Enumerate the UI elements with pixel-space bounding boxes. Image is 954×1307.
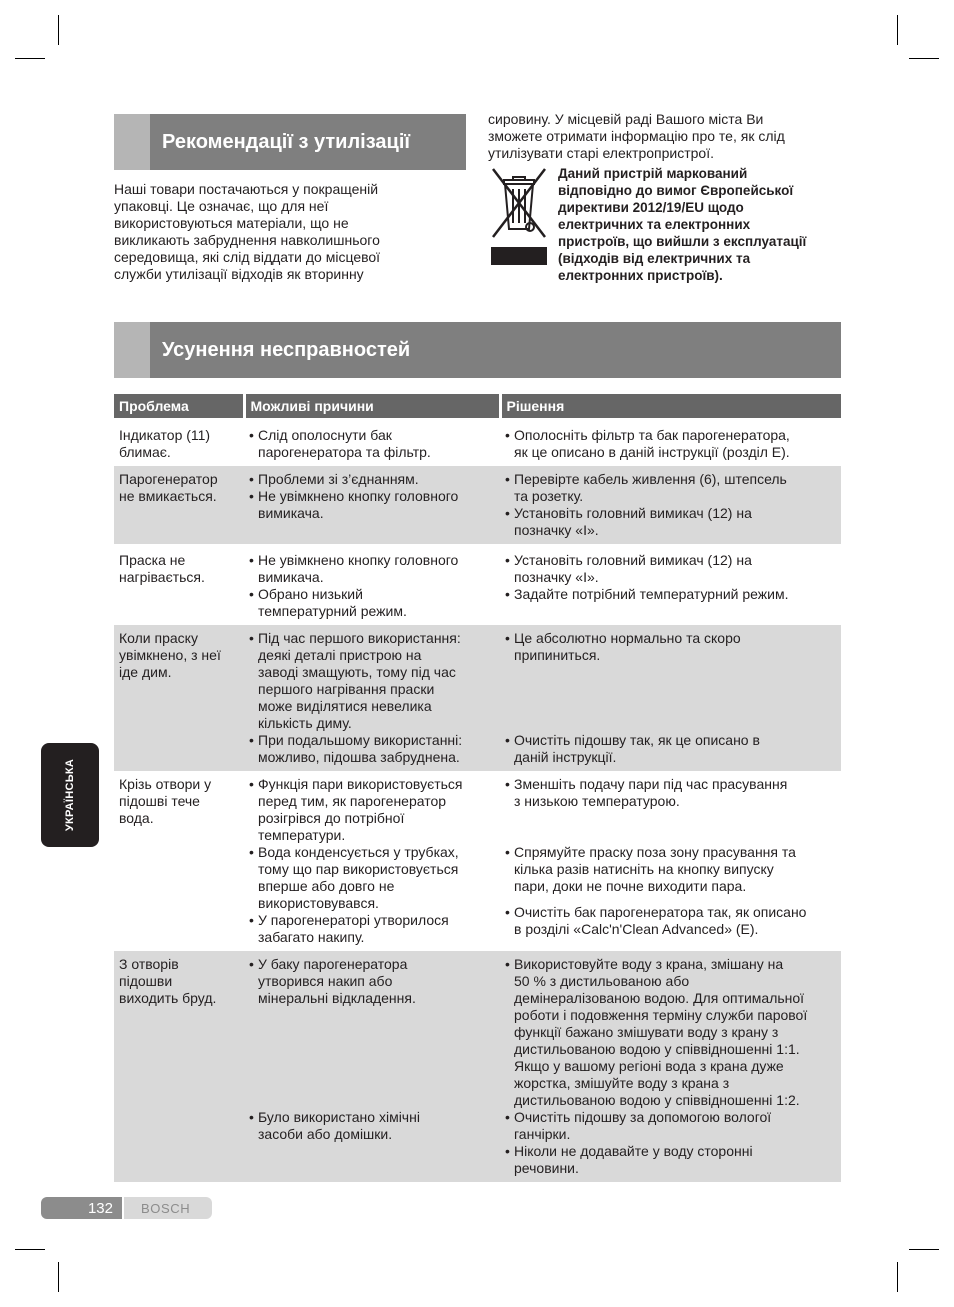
- crop-mark: [897, 1262, 898, 1292]
- list-item: [505, 471, 836, 505]
- cell-line: • У баку парогенератора: [258, 956, 408, 972]
- text-line: відповідно до вимог Європейської: [558, 183, 794, 198]
- list-item: [505, 904, 836, 938]
- cell-line: • Установіть головний вимикач (12) на: [514, 552, 752, 568]
- causes-cell: [244, 422, 500, 466]
- cell-line: тому що пар використовується: [258, 861, 459, 877]
- cell-line: • Вода конденсується у трубках,: [258, 844, 459, 860]
- list-item: [249, 844, 495, 912]
- text-line: використовуються матеріали, що не: [114, 215, 349, 231]
- list-item: [505, 844, 836, 904]
- troubleshooting-header: [114, 322, 841, 378]
- problem-cell: [114, 625, 244, 771]
- cell-line: вимикача.: [258, 569, 324, 585]
- list-item: [505, 427, 836, 461]
- list-item: [505, 956, 836, 1109]
- cell-line: іде дим.: [119, 664, 172, 680]
- cell-line: • Це абсолютно нормально та скоро: [514, 630, 741, 646]
- cell-line: можливо, підошва забруднена.: [258, 749, 460, 765]
- list-item: [249, 630, 495, 732]
- cell-line: • Установіть головний вимикач (12) на: [514, 505, 752, 521]
- crossed-out-wheelie-bin-icon: [489, 167, 549, 265]
- cell-line: позначку «I».: [514, 569, 599, 585]
- column-header: Рішення: [500, 394, 841, 418]
- cell-line: позначку «I».: [514, 522, 599, 538]
- cell-line: заводі змащують, тому під час: [258, 664, 456, 680]
- text-line: середовища, які слід віддати до місцевої: [114, 249, 381, 265]
- cell-line: розігрівся до потрібної: [258, 810, 405, 826]
- cell-line: забагато накипу.: [258, 929, 365, 945]
- solutions-cell: [500, 422, 841, 466]
- cell-line: перед тим, як парогенератор: [258, 793, 447, 809]
- recycling-left-text: [114, 181, 454, 283]
- list-item: [249, 488, 495, 522]
- troubleshooting-table: [114, 394, 841, 1182]
- crop-mark: [15, 1249, 45, 1250]
- cell-line: • Не увімкнено кнопку головного: [258, 552, 459, 568]
- list-item: [505, 732, 836, 766]
- cell-line: ганчірки.: [514, 1126, 571, 1142]
- cell-line: вперше або довго не: [258, 878, 395, 894]
- cell-line: • Очистіть підошву за допомогою вологої: [514, 1109, 772, 1125]
- cell-line: • Ніколи не додавайте у воду сторонні: [514, 1143, 753, 1159]
- table-row: [114, 625, 841, 771]
- causes-cell: [244, 544, 500, 625]
- list-item: [249, 427, 495, 461]
- solutions-cell: [500, 625, 841, 771]
- cell-line: блимає.: [119, 444, 171, 460]
- cell-line: пари, доки не почне виходити пара.: [514, 878, 747, 894]
- cell-line: З отворів: [119, 956, 179, 972]
- problem-cell: [114, 422, 244, 466]
- list-item: [249, 912, 495, 946]
- cell-line: • Проблеми зі з’єднанням.: [258, 471, 419, 487]
- cell-line: • Використовуйте воду з крана, змішану на: [514, 956, 784, 972]
- language-label: УКРАЇНСЬКА: [64, 758, 76, 832]
- text-line: Наші товари постачаються у покращеній: [114, 181, 379, 197]
- text-line: викликають забруднення навколишнього: [114, 232, 380, 248]
- table-row: [114, 422, 841, 466]
- list-item: [505, 505, 836, 539]
- cell-line: температурний режим.: [258, 603, 407, 619]
- cell-line: Крізь отвори у: [119, 776, 212, 792]
- cell-line: речовини.: [514, 1160, 579, 1176]
- list-item: [249, 776, 495, 844]
- recycling-title: Рекомендації з утилізації: [162, 130, 411, 153]
- list-item: [505, 630, 836, 732]
- cell-line: Парогенератор: [119, 471, 218, 487]
- problem-cell: [114, 771, 244, 951]
- cell-line: • Задайте потрібний температурний режим.: [514, 586, 789, 602]
- cell-line: припиниться.: [514, 647, 601, 663]
- cell-line: з низькою температурою.: [514, 793, 680, 809]
- cell-line: даній інструкції.: [514, 749, 617, 765]
- column-header: Можливі причини: [244, 394, 500, 418]
- crop-mark: [58, 1262, 59, 1292]
- language-side-tab: [41, 743, 99, 847]
- text-line: пристроїв, що вийшли з експлуатації: [558, 234, 807, 249]
- crop-mark: [909, 1249, 939, 1250]
- cell-line: демінералізованою водою. Для оптимальної: [514, 990, 805, 1006]
- list-item: [249, 732, 495, 766]
- cell-line: деякі деталі пристрою на: [258, 647, 422, 663]
- cell-line: підошві тече: [119, 793, 200, 809]
- list-item: [505, 552, 836, 586]
- text-line: електронних пристроїв).: [558, 268, 723, 283]
- cell-line: першого нагрівання праски: [258, 681, 435, 697]
- cell-line: вимикача.: [258, 505, 324, 521]
- cell-line: Коли праску: [119, 630, 198, 646]
- text-line: Даний пристрій маркований: [558, 166, 748, 181]
- cell-line: • Очистіть бак парогенератора так, як описано: [514, 904, 807, 920]
- cell-line: функції бажано змішувати воду з крану з: [514, 1024, 779, 1040]
- page-number: 132: [41, 1197, 122, 1219]
- cell-line: дистильованою водою у співвідношенні 1:1.: [514, 1041, 800, 1057]
- list-item: [249, 956, 495, 1109]
- cell-line: • Обрано низький: [258, 586, 363, 602]
- text-line: електричних та електронних: [558, 217, 751, 232]
- problem-cell: [114, 951, 244, 1182]
- cell-line: • Не увімкнено кнопку головного: [258, 488, 459, 504]
- cell-line: та розетку.: [514, 488, 584, 504]
- cell-line: • Під час першого використання:: [258, 630, 461, 646]
- cell-line: Якщо у вашому регіоні вода з крана дуже: [514, 1058, 784, 1074]
- cell-line: не вмикається.: [119, 488, 217, 504]
- list-item: [249, 552, 495, 586]
- cell-line: виходить бруд.: [119, 990, 217, 1006]
- table-header-row: [114, 394, 841, 418]
- recycling-right-text: [488, 111, 848, 162]
- crop-mark: [897, 15, 898, 45]
- list-item: [249, 471, 495, 488]
- cell-line: мінеральні відкладення.: [258, 990, 416, 1006]
- text-line: сировину. У місцевій раді Вашого міста Ви: [488, 111, 764, 127]
- list-item: [505, 586, 836, 603]
- list-item: [505, 1143, 836, 1177]
- solutions-cell: [500, 951, 841, 1182]
- cell-line: • Ополосніть фільтр та бак парогенератора,: [514, 427, 790, 443]
- text-line: директиви 2012/19/EU щодо: [558, 200, 744, 215]
- cell-line: в розділі «Calc'n'Clean Advanced» (E).: [514, 921, 759, 937]
- column-header: Проблема: [114, 394, 244, 418]
- cell-line: парогенератора та фільтр.: [258, 444, 431, 460]
- cell-line: • Перевірте кабель живлення (6), штепсель: [514, 471, 787, 487]
- cell-line: • Було використано хімічні: [258, 1109, 420, 1125]
- troubleshooting-title: Усунення несправностей: [162, 338, 411, 361]
- cell-line: кількість диму.: [258, 715, 352, 731]
- cell-line: жорстка, змішуйте воду з крана з: [514, 1075, 730, 1091]
- header-tab-accent: [114, 114, 150, 170]
- solutions-cell: [500, 771, 841, 951]
- cell-line: може виділятися невелика: [258, 698, 432, 714]
- cell-line: • Очистіть підошву так, як це описано в: [514, 732, 760, 748]
- brand-label: BOSCH: [124, 1197, 212, 1219]
- cell-line: нагрівається.: [119, 569, 205, 585]
- cell-line: • Спрямуйте праску поза зону прасування та: [514, 844, 796, 860]
- problem-cell: [114, 466, 244, 544]
- header-tab-accent: [114, 322, 150, 378]
- cell-line: роботи і подовження терміну служби парової: [514, 1007, 808, 1023]
- text-line: (відходів від електричних та: [558, 251, 751, 266]
- cell-line: температури.: [258, 827, 346, 843]
- causes-cell: [244, 466, 500, 544]
- cell-line: Індикатор (11): [119, 427, 211, 443]
- weee-notice: [558, 165, 848, 284]
- cell-line: увімкнено, з неї: [119, 647, 221, 663]
- cell-line: як це описано в даній інструкції (розділ E).: [514, 444, 790, 460]
- list-item: [505, 1109, 836, 1143]
- crop-mark: [909, 58, 939, 59]
- causes-cell: [244, 771, 500, 951]
- cell-line: Праска не: [119, 552, 186, 568]
- recycling-header: [114, 114, 466, 170]
- cell-line: • При подальшому використанні:: [258, 732, 463, 748]
- text-line: зможете отримати інформацію про те, як слід: [488, 128, 785, 144]
- cell-line: вода.: [119, 810, 154, 826]
- list-item: [505, 776, 836, 844]
- cell-line: • У парогенераторі утворилося: [258, 912, 449, 928]
- table-row: [114, 544, 841, 625]
- causes-cell: [244, 951, 500, 1182]
- cell-line: утворився накип або: [258, 973, 393, 989]
- crop-mark: [15, 58, 45, 59]
- cell-line: кілька разів натисніть на кнопку випуску: [514, 861, 774, 877]
- cell-line: засоби або домішки.: [258, 1126, 393, 1142]
- table-row: [114, 466, 841, 544]
- solutions-cell: [500, 466, 841, 544]
- cell-line: підошви: [119, 973, 173, 989]
- problem-cell: [114, 544, 244, 625]
- text-line: утилізувати старі електропристрої.: [488, 145, 714, 161]
- text-line: служби утилізації відходів як вторинну: [114, 266, 364, 282]
- causes-cell: [244, 625, 500, 771]
- cell-line: використовувався.: [258, 895, 379, 911]
- text-line: упаковці. Це означає, що для неї: [114, 198, 329, 214]
- crop-mark: [58, 15, 59, 45]
- list-item: [249, 1109, 495, 1143]
- cell-line: 50 % з дистильованою або: [514, 973, 690, 989]
- cell-line: • Слід ополоснути бак: [258, 427, 392, 443]
- table-row: [114, 771, 841, 951]
- table-row: [114, 951, 841, 1182]
- cell-line: дистильованою водою у співвідношенні 1:2.: [514, 1092, 800, 1108]
- list-item: [249, 586, 495, 620]
- cell-line: • Функція пари використовується: [258, 776, 463, 792]
- solutions-cell: [500, 544, 841, 625]
- cell-line: • Зменшіть подачу пари під час прасування: [514, 776, 788, 792]
